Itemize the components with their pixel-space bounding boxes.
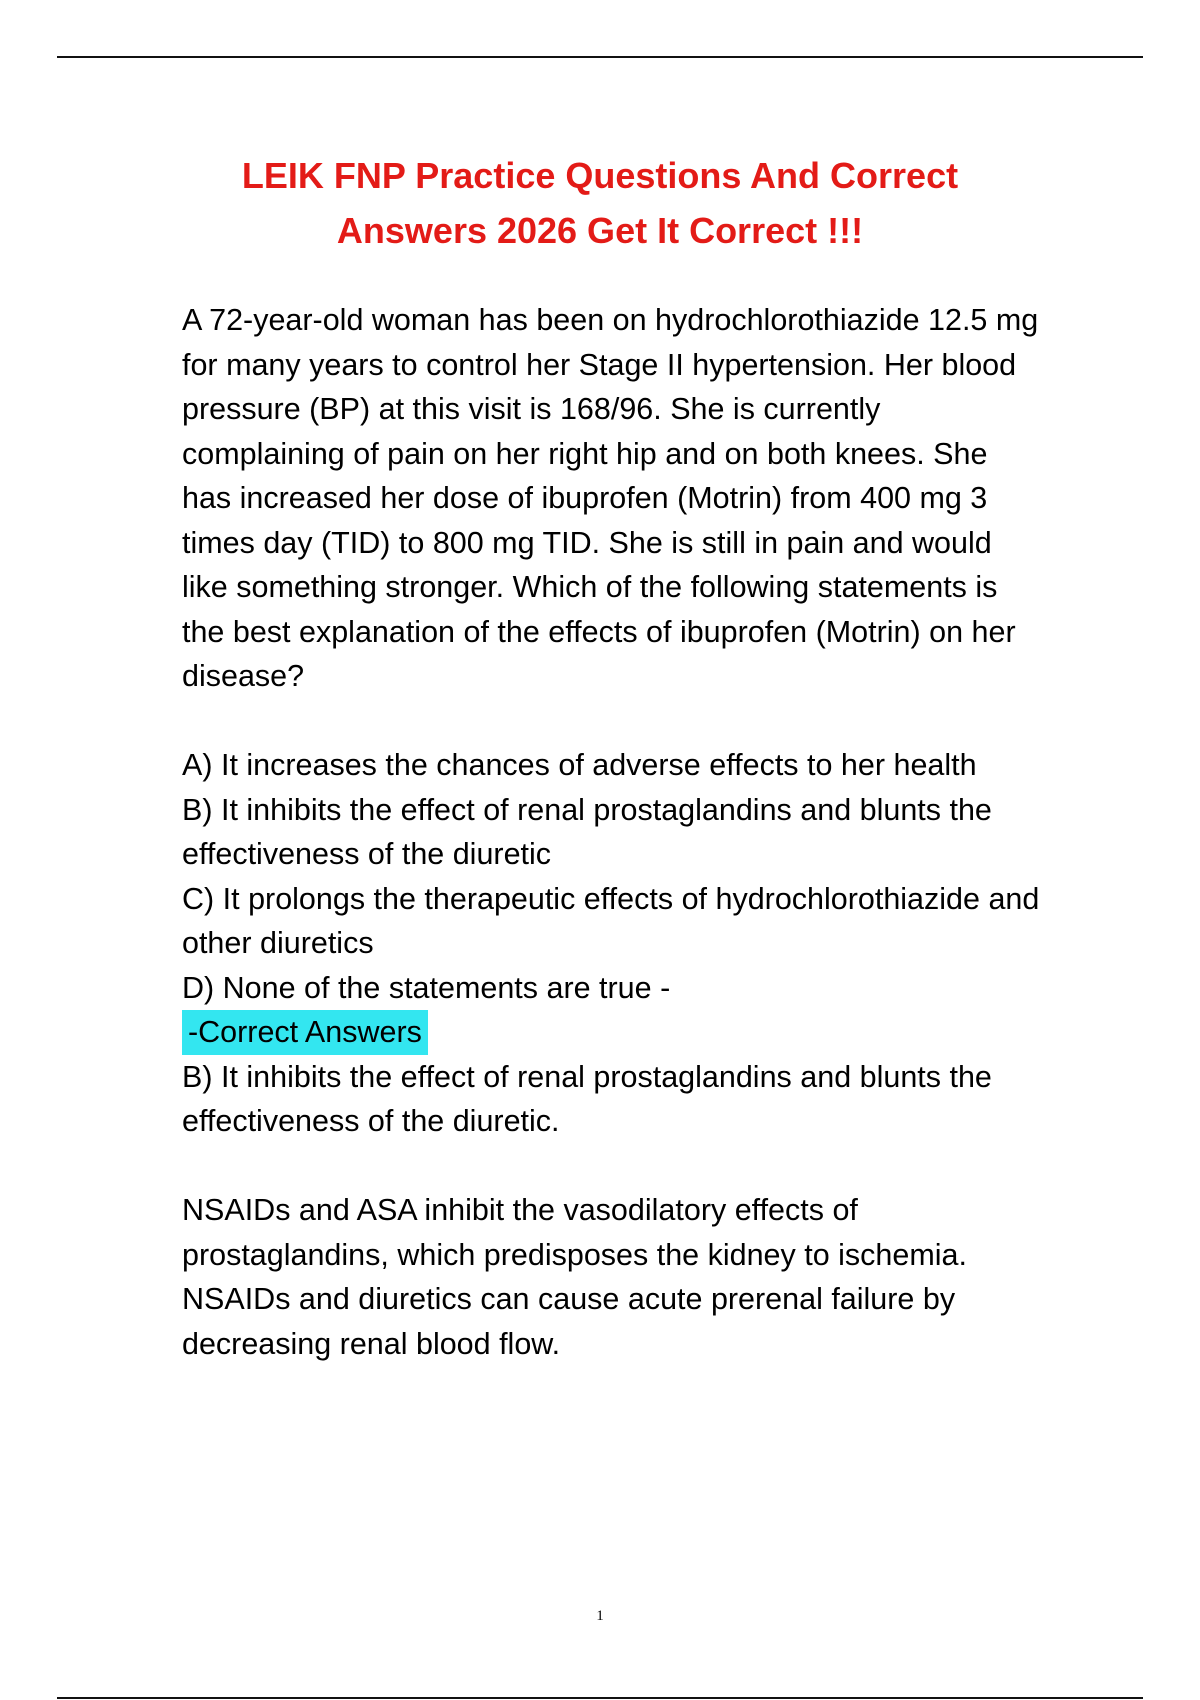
option-a: A) It increases the chances of adverse effects to her health bbox=[182, 748, 977, 782]
document-title bbox=[150, 148, 1050, 258]
explanation-text: NSAIDs and ASA inhibit the vasodilatory effects of prostaglandins, which predisposes the kidney to ischemia. NSAIDs and diuretics can cause acute prerenal failure by decreasing renal blood flow. bbox=[182, 1193, 967, 1361]
correct-answers-label: -Correct Answers bbox=[182, 1010, 428, 1055]
answer-text: B) It inhibits the effect of renal prostaglandins and blunts the effectiveness of the diuretic. bbox=[182, 1059, 992, 1138]
option-c: C) It prolongs the therapeutic effects of hydrochlorothiazide and other diuretics bbox=[182, 881, 1040, 960]
title-line-2: Answers 2026 Get It Correct !!! bbox=[336, 210, 864, 251]
spacer bbox=[182, 699, 1042, 744]
top-rule bbox=[57, 56, 1143, 58]
page-number: 1 bbox=[596, 1608, 604, 1624]
question-text: A 72-year-old woman has been on hydrochlorothiazide 12.5 mg for many years to control her Stage II hypertension. Her blood pressure (BP) at this visit is 168/96. She is currently complaining of pain on her right hip and on both knees. She has increased her dose of ibuprofen (Motrin) from 400 mg 3 times day (TID) to 800 mg TID. She is still in pain and would like something stronger. Which of the following statements is the best explanation of the effects of ibuprofen (Motrin) on her disease? bbox=[182, 303, 1039, 693]
option-d: D) None of the statements are true - bbox=[182, 970, 671, 1005]
correct-answers-label-row bbox=[182, 1010, 1042, 1055]
option-b: B) It inhibits the effect of renal prostaglandins and blunts the effectiveness of the diuretic bbox=[182, 792, 992, 871]
spacer bbox=[182, 1144, 1042, 1189]
bottom-rule bbox=[57, 1697, 1143, 1699]
title-line-1: LEIK FNP Practice Questions And Correct bbox=[241, 155, 959, 196]
document-body bbox=[182, 298, 1042, 1366]
